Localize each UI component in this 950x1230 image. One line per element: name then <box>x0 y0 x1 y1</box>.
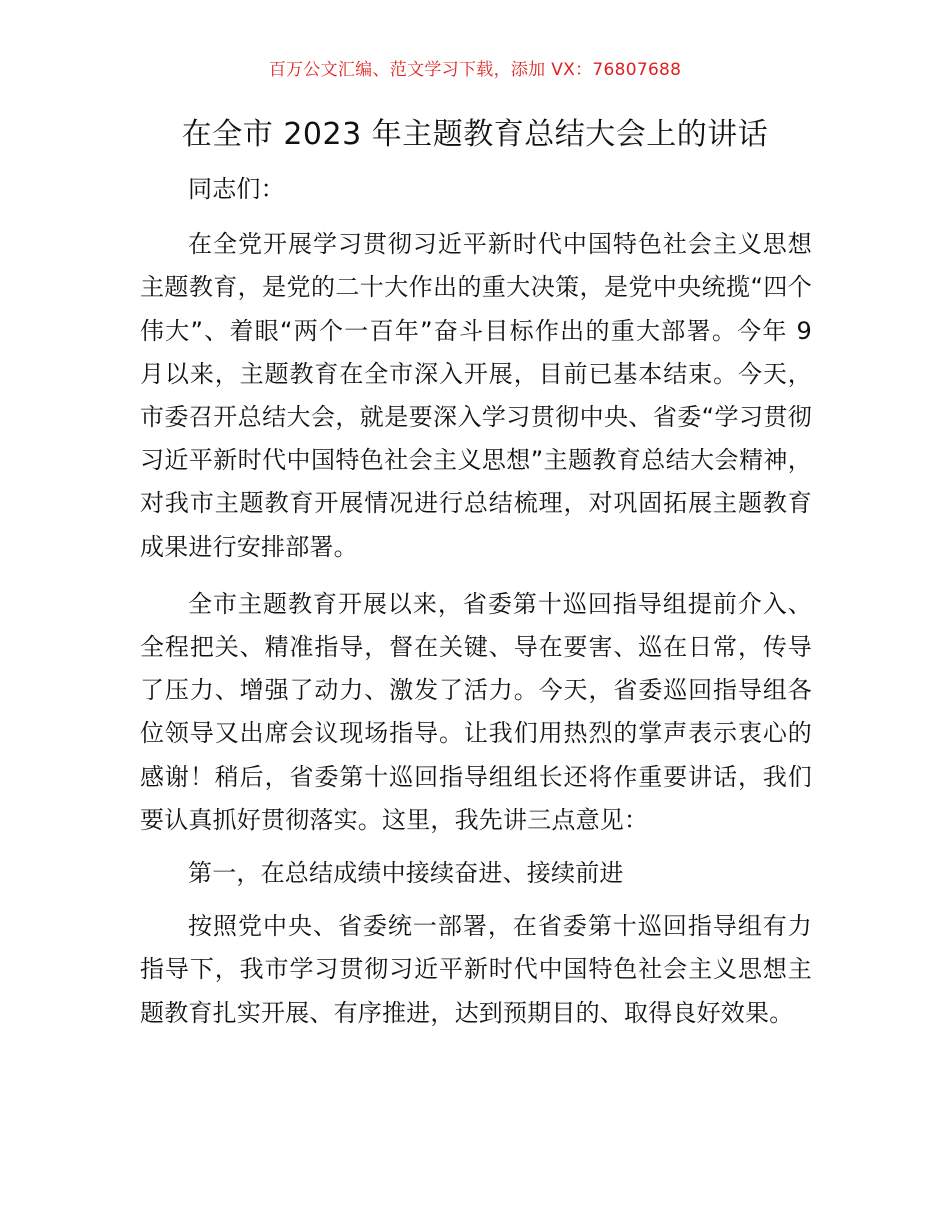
document-title: 在全市 2023 年主题教育总结大会上的讲话 <box>181 117 769 152</box>
paragraph-intro: 在全党开展学习贯彻习近平新时代中国特色社会主义思想主题教育，是党的二十大作出的重大决策，是党中央统揽“四个伟大”、着眼“两个一百年”奋斗目标作出的重大部署。今年 9 月以来，主题教育在全市深入开展，目前已基本结束。今天，市委召开总结大会，就是要深入学习贯彻中央、省委“学习贯彻习近平新时代中国特色社会主义思想”主题教育总结大会精神，对我市主题教育开展情况进行总结梳理，对巩固拓展主题教育成果进行安排部署。 <box>140 230 812 561</box>
header-banner: 百万公文汇编、范文学习下载，添加 VX：76807688 <box>268 60 682 80</box>
document-body <box>140 168 812 1045</box>
paragraph-section-first: 按照党中央、省委统一部署，在省委第十巡回指导组有力指导下，我市学习贯彻习近平新时代中国特色社会主义思想主题教育扎实开展、有序推进，达到预期目的、取得良好效果。 <box>140 912 812 1027</box>
greeting: 同志们： <box>188 175 285 203</box>
section-heading-first: 第一，在总结成绩中接续奋进、接续前进 <box>188 859 624 888</box>
paragraph-guidance: 全市主题教育开展以来，省委第十巡回指导组提前介入、全程把关、精准指导，督在关键、导在要害、巡在日常，传导了压力、增强了动力、激发了活力。今天，省委巡回指导组各位领导又出席会议现场指导。让我们用热烈的掌声表示衷心的感谢！稍后，省委第十巡回指导组组长还将作重要讲话，我们要认真抓好贯彻落实。这里，我先讲三点意见： <box>140 589 812 834</box>
